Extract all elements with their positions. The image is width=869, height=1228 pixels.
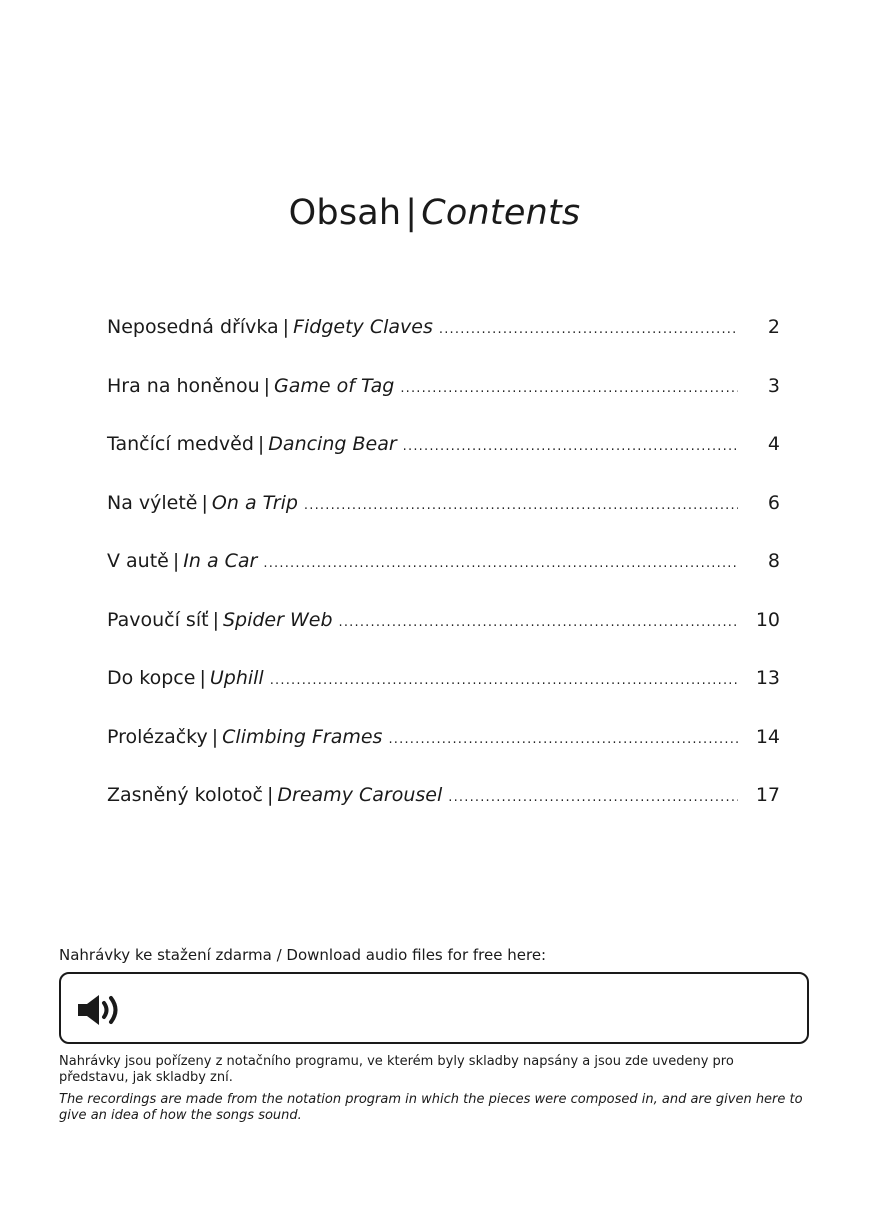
toc-entry-separator: | [211, 725, 219, 748]
title-czech: Obsah [288, 193, 402, 234]
audio-note-english: The recordings are made from the notation program in which the pieces were composed in, and are given here to give an idea of how the songs sound. [59, 1092, 803, 1123]
toc-entry-climbing-frames[interactable] [107, 726, 780, 785]
toc-entry-czech: Zasněný kolotoč [107, 784, 263, 806]
dot-leader [403, 439, 738, 454]
toc-entry-english: Uphill [209, 667, 264, 689]
toc-entry-czech: Neposedná dřívka [107, 316, 279, 338]
toc-entry-english: Game of Tag [274, 374, 395, 397]
dot-leader [400, 381, 738, 396]
toc-entry-game-of-tag[interactable] [107, 375, 780, 434]
toc-entry-fidgety-claves[interactable] [107, 316, 780, 375]
toc-entry-page: 8 [767, 550, 780, 572]
toc-entry-page: 3 [767, 374, 780, 397]
toc-entry-czech: Hra na honěnou [107, 374, 260, 397]
toc-entry-page: 6 [767, 491, 780, 514]
title-english: Contents [421, 193, 581, 234]
toc-entry-english: In a Car [183, 550, 258, 572]
toc-entry-english: Climbing Frames [222, 725, 383, 748]
toc-entry-separator: | [282, 316, 290, 338]
toc-entry-english: Fidgety Claves [293, 316, 433, 338]
toc-entry-page: 13 [755, 667, 780, 689]
toc-entry-czech: Tančící medvěd [107, 433, 254, 455]
dot-leader [388, 732, 738, 747]
title-separator: | [405, 193, 418, 234]
toc-entry-separator: | [199, 667, 206, 689]
toc-entry-english: On a Trip [211, 491, 298, 514]
toc-entry-english: Spider Web [222, 608, 333, 631]
toc-entry-separator: | [212, 608, 219, 631]
dot-leader [339, 615, 738, 630]
toc-entry-dancing-bear[interactable] [107, 433, 780, 492]
speaker-icon[interactable] [77, 992, 125, 1028]
toc-entry-page: 10 [755, 608, 780, 631]
toc-entry-english: Dancing Bear [268, 433, 397, 455]
toc-entry-czech: Do kopce [107, 667, 196, 689]
table-of-contents [107, 316, 780, 843]
dot-leader [304, 498, 738, 513]
toc-entry-page: 2 [767, 316, 780, 338]
toc-entry-separator: | [263, 374, 271, 397]
toc-entry-page: 4 [767, 433, 780, 455]
toc-entry-czech: V autě [107, 550, 169, 572]
toc-entry-dreamy-carousel[interactable] [107, 784, 780, 843]
toc-entry-czech: Pavoučí síť [107, 608, 209, 631]
toc-entry-czech: Prolézačky [107, 725, 208, 748]
dot-leader [448, 790, 738, 805]
dot-leader [270, 673, 738, 688]
audio-download-label: Nahrávky ke stažení zdarma / Download audio files for free here: [59, 946, 547, 964]
toc-entry-separator: | [201, 491, 208, 514]
toc-entry-page: 17 [755, 784, 780, 806]
page-title [0, 193, 869, 233]
audio-note-czech: Nahrávky jsou pořízeny z notačního programu, ve kterém byly skladby napsány a jsou zde uvedeny pro představu, jak skladby zní. [59, 1054, 734, 1085]
toc-entry-czech: Na výletě [107, 491, 198, 514]
audio-player-box[interactable] [59, 972, 809, 1044]
dot-leader [263, 556, 738, 571]
toc-entry-page: 14 [755, 725, 780, 748]
toc-entry-english: Dreamy Carousel [277, 784, 443, 806]
toc-entry-spider-web[interactable] [107, 609, 780, 668]
toc-entry-on-a-trip[interactable] [107, 492, 780, 551]
toc-entry-in-a-car[interactable] [107, 550, 780, 609]
toc-entry-separator: | [172, 550, 180, 572]
toc-entry-separator: | [257, 433, 265, 455]
dot-leader [439, 322, 738, 337]
toc-entry-separator: | [267, 784, 274, 806]
toc-entry-uphill[interactable] [107, 667, 780, 726]
